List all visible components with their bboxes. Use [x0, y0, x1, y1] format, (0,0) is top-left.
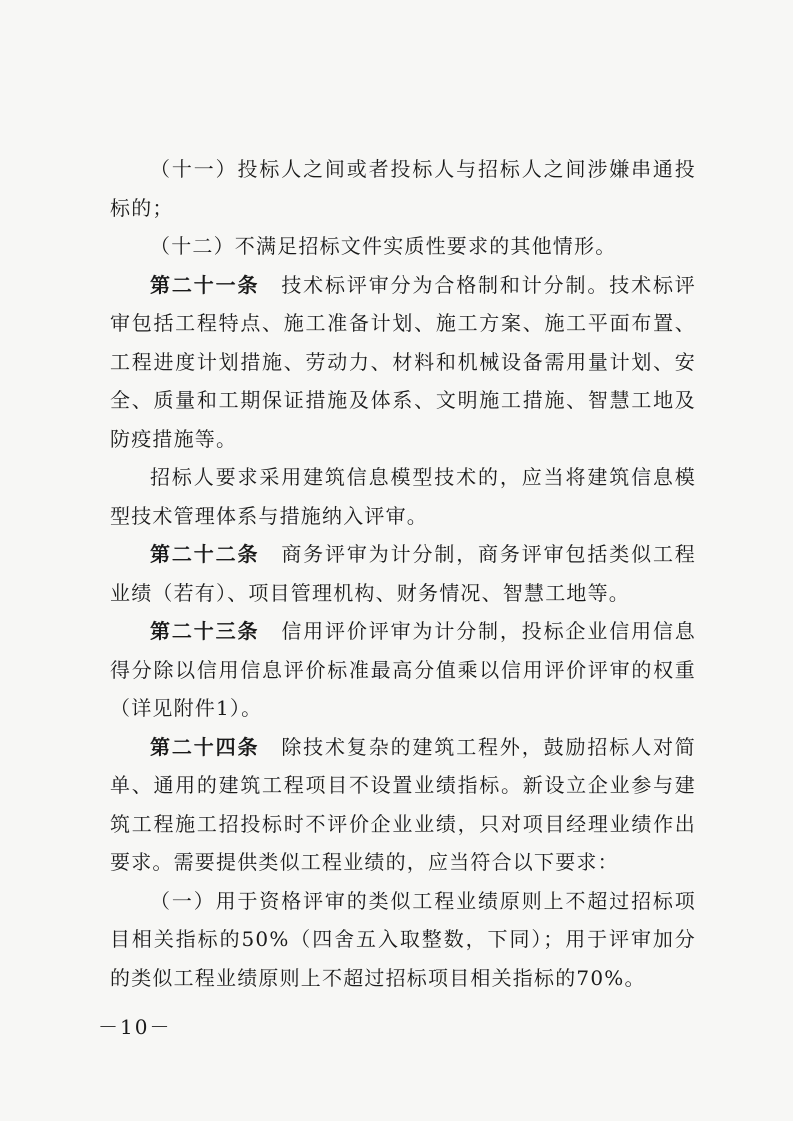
article-heading: 第二十三条: [150, 619, 260, 643]
article-paragraph: [110, 612, 696, 728]
paragraph-text: （十二）不满足招标文件实质性要求的其他情形。: [150, 234, 617, 258]
paragraph-text: （一）用于资格评审的类似工程业绩原则上不超过招标项目相关指标的50%（四舍五入取整数，下同）；用于评审加分的类似工程业绩原则上不超过招标项目相关指标的70%。: [110, 888, 696, 990]
paragraph-text: 技术标评审分为合格制和计分制。技术标评审包括工程特点、施工准备计划、施工方案、施工平面布置、工程进度计划措施、劳动力、材料和机械设备需用量计划、安全、质量和工期保证措施及体系、文明施工措施、智慧工地及防疫措施等。: [110, 272, 696, 451]
paragraph-text: 除技术复杂的建筑工程外，鼓励招标人对简单、通用的建筑工程项目不设置业绩指标。新设立企业参与建筑工程施工招投标时不评价企业业绩，只对项目经理业绩作出要求。需要提供类似工程业绩的，应当符合以下要求：: [110, 734, 696, 874]
article-heading: 第二十一条: [150, 272, 260, 297]
article-paragraph: [110, 535, 696, 612]
paragraph: [110, 150, 696, 227]
page-number: －10－: [98, 1015, 172, 1039]
paragraph: [110, 882, 696, 998]
article-paragraph: [110, 728, 696, 882]
article-heading: 第二十四条: [150, 734, 260, 759]
article-paragraph: [110, 266, 696, 459]
article-heading: 第二十二条: [150, 542, 260, 566]
paragraph-text: 商务评审为计分制，商务评审包括类似工程业绩（若有）、项目管理机构、财务情况、智慧工地等。: [110, 542, 696, 605]
paragraph: [110, 227, 696, 266]
paragraph-text: 招标人要求采用建筑信息模型技术的，应当将建筑信息模型技术管理体系与措施纳入评审。: [110, 465, 696, 528]
paragraph-text: 信用评价评审为计分制，投标企业信用信息得分除以信用信息评价标准最高分值乘以信用评价评审的权重（详见附件1）。: [110, 619, 696, 720]
paragraph-text: （十一）投标人之间或者投标人与招标人之间涉嫌串通投标的；: [110, 157, 696, 220]
body-text: [110, 150, 696, 997]
paragraph: [110, 458, 696, 535]
